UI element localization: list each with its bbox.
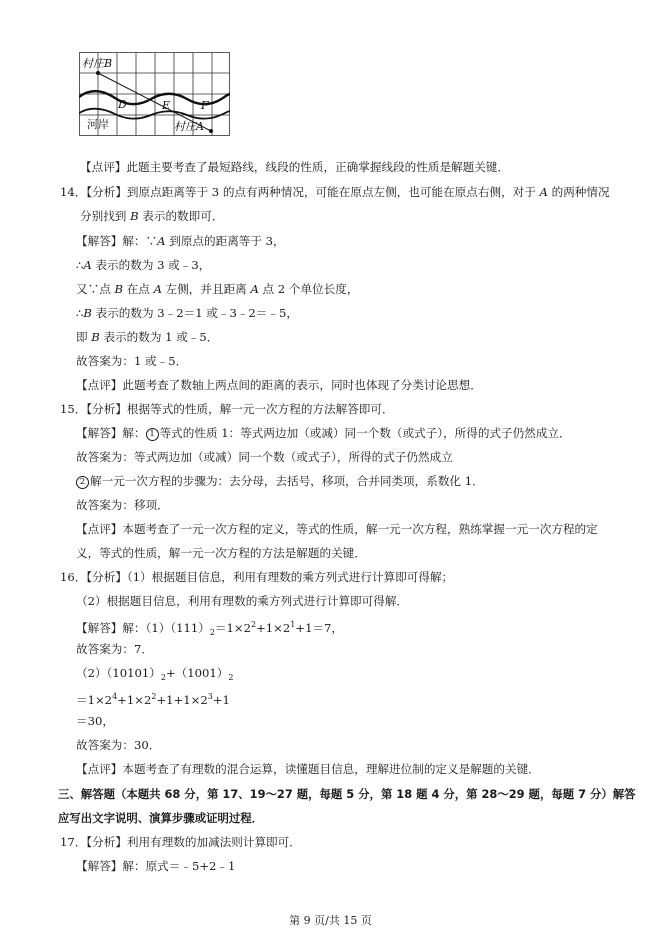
text: 又∵点 <box>76 282 115 296</box>
page-footer: 第 9 页/共 15 页 <box>289 914 372 927</box>
text: 即 <box>76 330 92 344</box>
text: 点 2 个单位长度， <box>258 282 359 296</box>
text: +1+1×2 <box>156 693 208 707</box>
point-f-label: F <box>201 99 209 112</box>
answer-16-part1 <box>76 617 343 641</box>
text: 故答案为：7． <box>76 642 153 656</box>
answer-14 <box>76 233 285 249</box>
text: 应写出文字说明、演算步骤或证明过程． <box>58 811 264 825</box>
comment-15-cont <box>76 545 366 561</box>
text: +（1001） <box>165 666 229 680</box>
text: 16．【分析】（1）根据题目信息，利用有理数的乘方列式进行计算即可得解； <box>60 570 454 584</box>
point-d-label: D <box>118 98 127 111</box>
text: 【解答】解： <box>76 426 146 440</box>
text: 【解答】解：原式＝﹣5+2﹣1 <box>76 859 236 873</box>
section-heading <box>58 786 636 802</box>
text: ＝1×2 <box>214 621 251 635</box>
answer-14-step1 <box>76 257 210 273</box>
analysis-16-part2 <box>76 593 408 609</box>
analysis-14-cont <box>80 208 223 224</box>
superscript: 3 <box>207 692 213 701</box>
comment-16 <box>76 761 540 777</box>
var: A <box>83 258 92 272</box>
final-answer-15-part1 <box>76 449 453 465</box>
text: 【点评】此题考查了数轴上两点间的距离的表示，同时也体现了分类讨论思想． <box>76 378 482 392</box>
answer-15-part1 <box>76 425 571 441</box>
final-answer-16-part2 <box>76 737 160 753</box>
text: 【解答】解：（1）（111） <box>76 621 210 635</box>
subscript: 2 <box>160 673 166 682</box>
answer-16-part2-step2 <box>76 713 114 729</box>
subscript: 2 <box>228 673 234 682</box>
route-figure <box>79 52 235 146</box>
text: 14．【分析】到原点距离等于 3 的点有两种情况，可能在原点左侧，也可能在原点右侧，对于 <box>60 185 540 199</box>
text: （2）根据题目信息，利用有理数的乘方列式进行计算即可得解． <box>76 594 409 608</box>
text: 表示的数为 3 或﹣3， <box>91 258 211 272</box>
text: ＝1×2 <box>76 693 113 707</box>
text: 17．【分析】利用有理数的加减法则计算即可． <box>60 835 301 849</box>
text: 分别找到 <box>80 209 131 223</box>
text: ∴ <box>76 306 84 320</box>
village-a-label: 村庄A <box>174 120 204 133</box>
answer-14-step2 <box>76 281 358 297</box>
route-diagram <box>79 52 235 142</box>
superscript: 1 <box>290 620 296 629</box>
point-a-dot <box>209 129 213 133</box>
text: +1×2 <box>117 693 152 707</box>
var: B <box>130 209 139 223</box>
superscript: 2 <box>151 692 157 701</box>
text: 故答案为：1 或﹣5． <box>76 354 188 368</box>
text: 【点评】本题考查了一元一次方程的定义，等式的性质，解一元一次方程，熟练掌握一元一次方程的定 <box>76 522 598 536</box>
circled-number: 2 <box>76 476 89 489</box>
answer-16-part2-step1 <box>76 689 230 708</box>
answer-14-step3 <box>76 305 298 321</box>
var: B <box>83 306 92 320</box>
text: +1 <box>212 693 230 707</box>
text: +1＝7， <box>295 621 344 635</box>
var: B <box>114 282 123 296</box>
analysis-16 <box>60 569 453 585</box>
text: ∴ <box>76 258 84 272</box>
section-heading-cont <box>58 810 263 826</box>
superscript: 2 <box>251 620 257 629</box>
var: A <box>153 282 162 296</box>
final-answer-16-part1 <box>76 641 153 657</box>
text: 【点评】本题考查了有理数的混合运算，读懂题目信息，理解进位制的定义是解题的关键． <box>76 762 540 776</box>
circled-number: 1 <box>146 428 159 441</box>
point-b-dot <box>96 71 100 75</box>
text: （2）（10101） <box>76 666 161 680</box>
text: 故答案为：移项． <box>76 498 169 512</box>
point-e-label: E <box>162 99 171 112</box>
text: 表示的数为 3﹣2＝1 或﹣3﹣2＝﹣5， <box>91 306 298 320</box>
text: 的两种情况 <box>547 185 610 199</box>
text: 故答案为：30． <box>76 738 161 752</box>
text: 义，等式的性质，解一元一次方程的方法是解题的关键． <box>76 546 366 560</box>
village-b-label: 村庄B <box>82 57 113 70</box>
answer-14-step4 <box>76 329 218 345</box>
text: 在点 <box>123 282 154 296</box>
text: 左侧，并且距离 <box>161 282 251 296</box>
final-answer-15-part2 <box>76 497 169 513</box>
text: ＝30， <box>76 714 114 728</box>
text: 15．【分析】根据等式的性质，解一元一次方程的方法解答即可． <box>60 402 394 416</box>
text: 故答案为：等式两边加（或减）同一个数（或式子），所得的式子仍然成立 <box>76 450 453 464</box>
superscript: 4 <box>112 692 118 701</box>
text: 等式的性质 1：等式两边加（或减）同一个数（或式子），所得的式子仍然成立． <box>159 426 571 440</box>
analysis-17 <box>60 834 301 850</box>
comment-13 <box>80 159 509 175</box>
comment-14 <box>76 377 482 393</box>
var: A <box>157 234 166 248</box>
answer-17 <box>76 858 235 874</box>
text: 【解答】解：∵ <box>76 234 158 248</box>
answer-16-part2 <box>76 665 233 686</box>
text: 解一元一次方程的步骤为：去分母，去括号，移项，合并同类项，系数化 1． <box>90 474 484 488</box>
comment-15 <box>76 521 598 537</box>
analysis-14 <box>60 184 610 200</box>
text: +1×2 <box>256 621 291 635</box>
text: 表示的数即可． <box>138 209 224 223</box>
text: 三、解答题（本题共 68 分，第 17、19～27 题，每题 5 分，第 18 题 4 分，第 28～29 题，每题 7 分）解答 <box>58 787 636 801</box>
river-bank-label: 河岸 <box>87 118 109 131</box>
var: B <box>91 330 100 344</box>
var: A <box>539 185 548 199</box>
final-answer-14 <box>76 353 187 369</box>
text: 【点评】此题主要考查了最短路线，线段的性质，正确掌握线段的性质是解题关键． <box>80 160 509 174</box>
text: 到原点的距离等于 3， <box>165 234 285 248</box>
subscript: 2 <box>209 628 215 637</box>
answer-15-part2 <box>76 473 484 489</box>
text: 表示的数为 1 或﹣5． <box>99 330 219 344</box>
var: A <box>250 282 259 296</box>
analysis-15 <box>60 401 394 417</box>
